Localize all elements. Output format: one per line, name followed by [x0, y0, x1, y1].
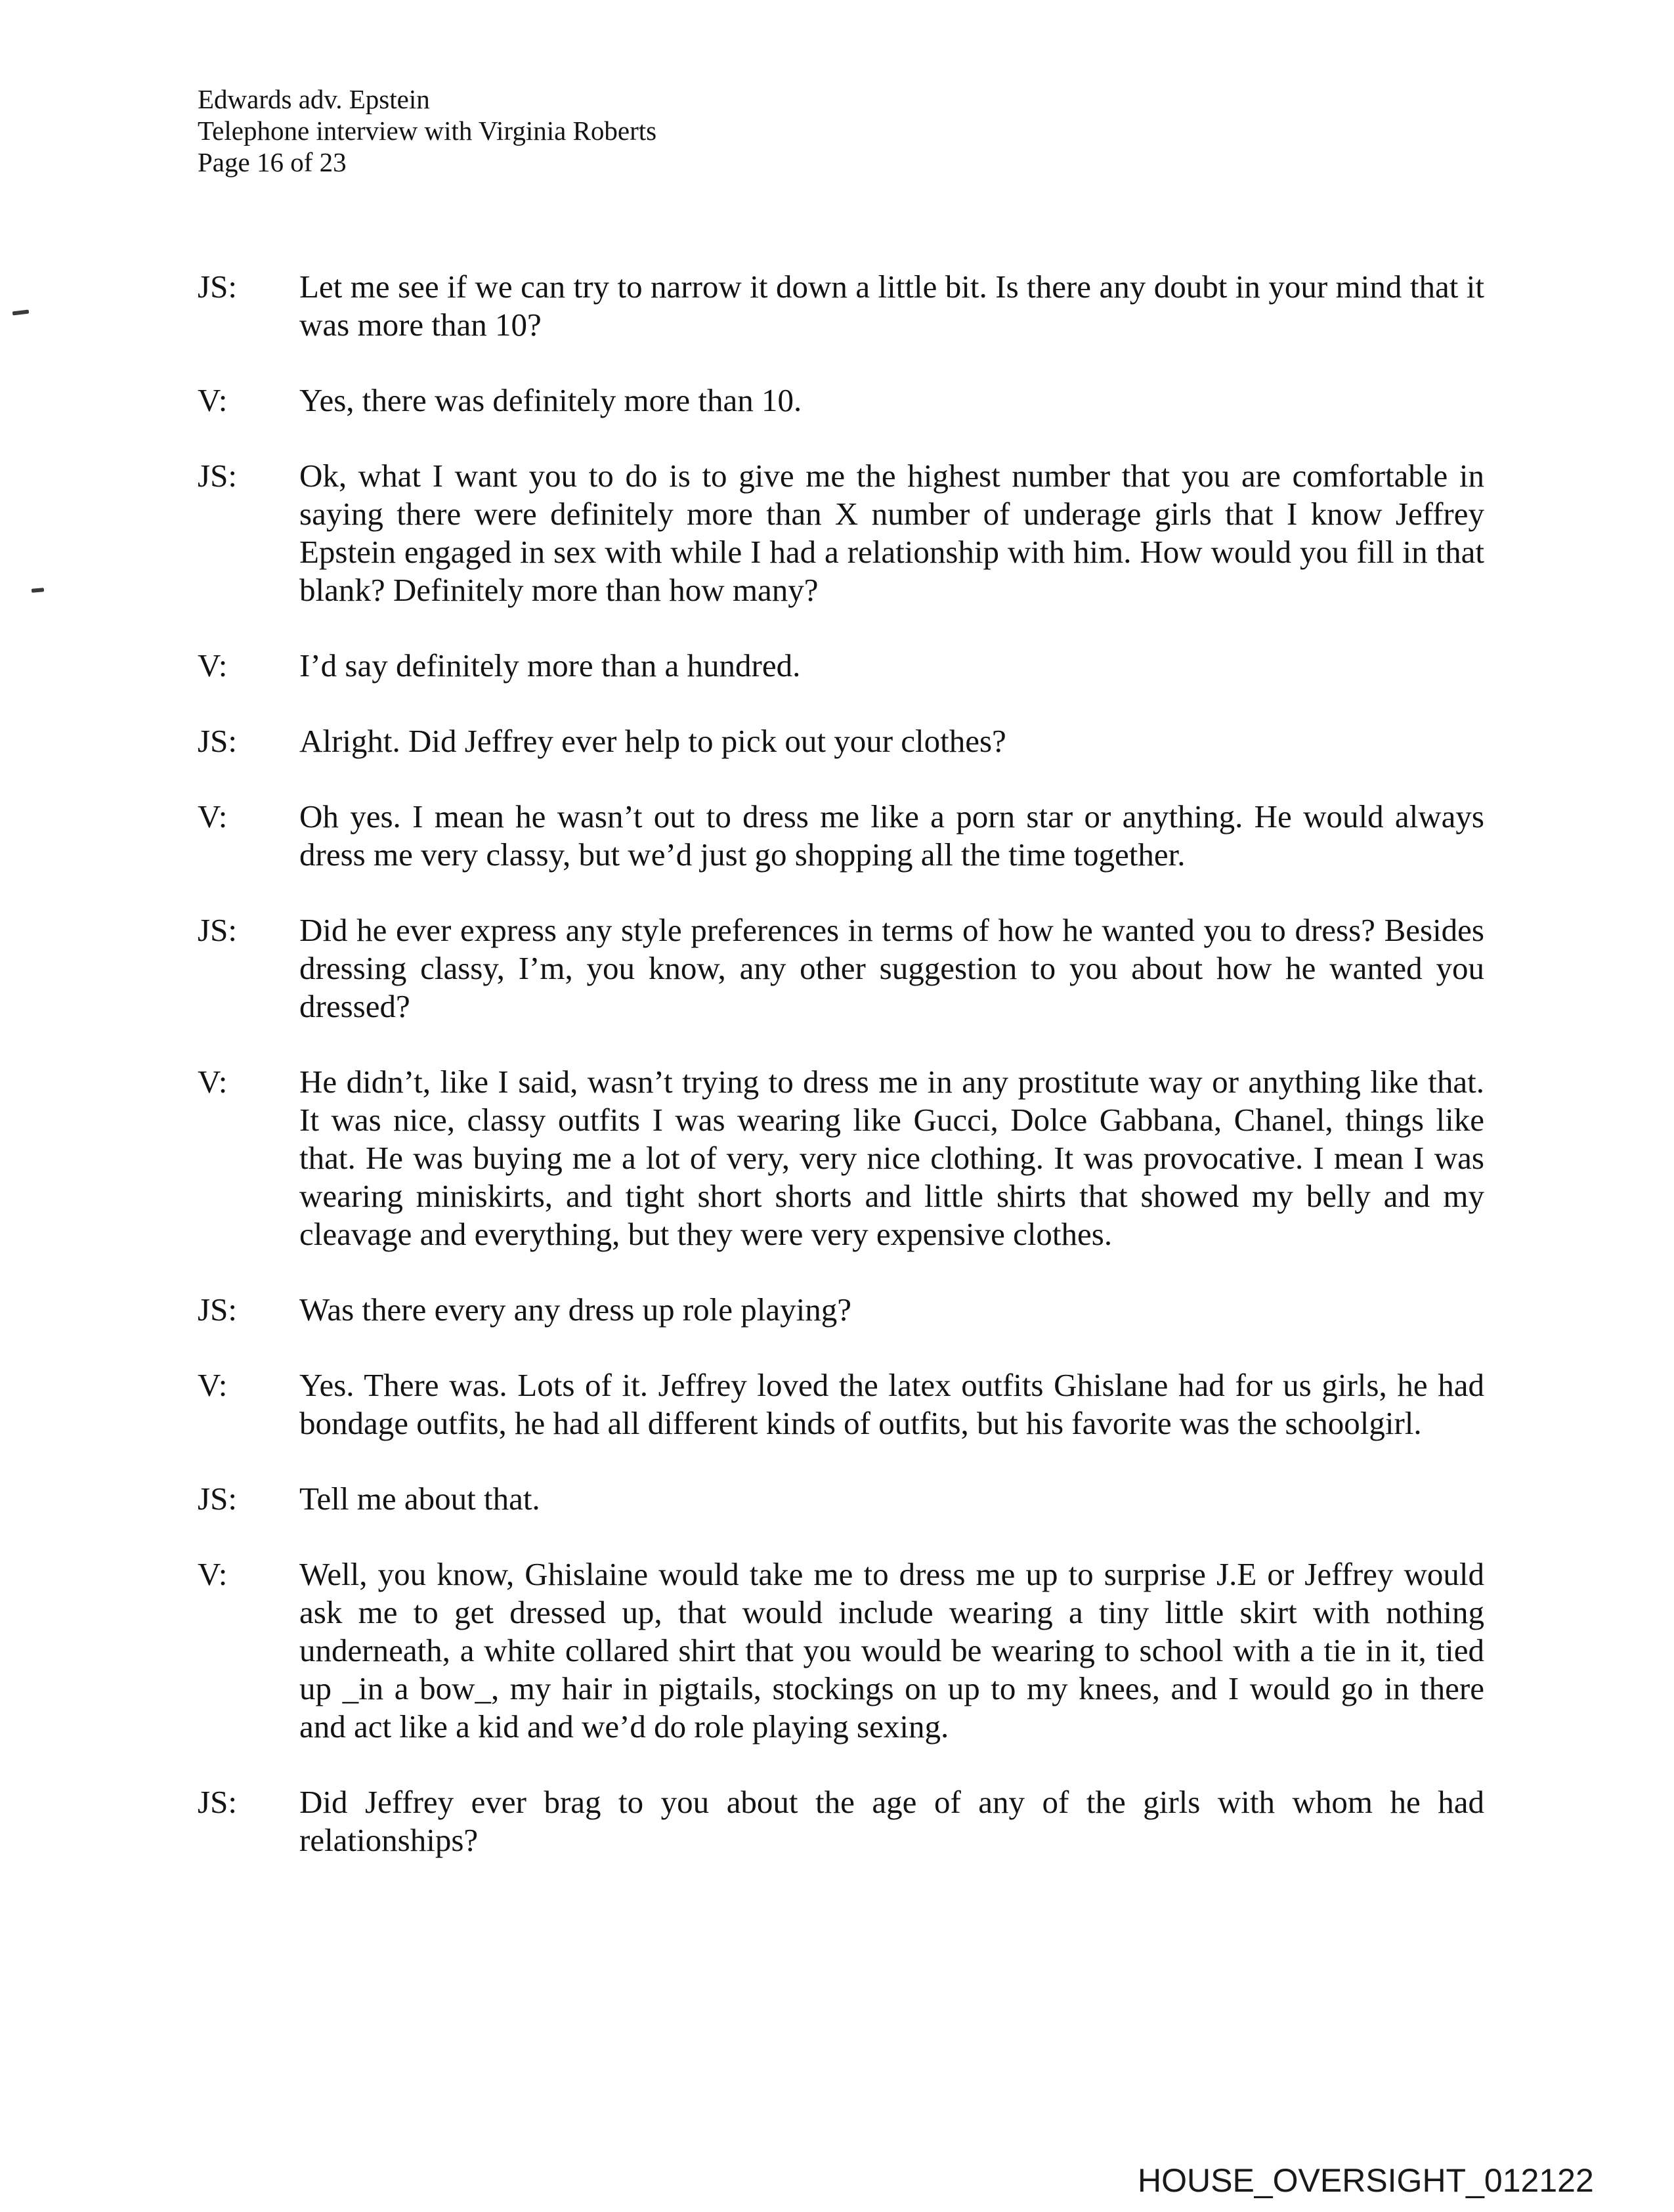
- scan-artifact-mark: [12, 309, 30, 315]
- speaker-text: I’d say definitely more than a hundred.: [299, 647, 801, 683]
- transcript-entry: [198, 457, 1484, 609]
- speaker-label: JS:: [198, 1291, 237, 1328]
- speaker-label: JS:: [198, 723, 237, 759]
- speaker-label: JS:: [198, 269, 237, 305]
- transcript-entry: [198, 1555, 1484, 1746]
- header-subtitle: Telephone interview with Virginia Roberts: [198, 116, 657, 146]
- document-header: [198, 83, 656, 178]
- transcript-entry: [198, 268, 1484, 344]
- speaker-text: He didn’t, like I said, wasn’t trying to dress me in any prostitute way or anything like that. It was nice, classy outfits I was wearing like Gucci, Dolce Gabbana, Chanel, things like that. He was buying me a lot of very, very nice clothing. It was provocative. I mean I was wearing miniskirts, and tight short shorts and little shirts that showed my belly and my cleavage and everything, but they were very expensive clothes.: [299, 1064, 1484, 1252]
- speaker-label: JS:: [198, 1784, 237, 1820]
- transcript-entry: [198, 1063, 1484, 1253]
- speaker-label: V:: [198, 1367, 228, 1403]
- speaker-label: JS:: [198, 912, 237, 948]
- speaker-label: V:: [198, 798, 228, 835]
- header-case-title: Edwards adv. Epstein: [198, 84, 430, 114]
- speaker-text: Ok, what I want you to do is to give me the highest number that you are comfortable in saying there were definitely more than X number of underage girls that I know Jeffrey Epstein engaged in sex with while I had a relationship with him. How would you fill in that blank? Definitely more than how many?: [299, 458, 1484, 608]
- speaker-text: Tell me about that.: [299, 1481, 540, 1517]
- transcript-entry: [198, 911, 1484, 1026]
- scan-artifact-mark: [32, 588, 44, 593]
- speaker-text: Alright. Did Jeffrey ever help to pick out your clothes?: [299, 723, 1006, 759]
- transcript-entry: [198, 647, 1484, 685]
- transcript-entry: [198, 381, 1484, 420]
- speaker-label: V:: [198, 1556, 228, 1592]
- speaker-label: V:: [198, 1064, 228, 1100]
- speaker-text: Oh yes. I mean he wasn’t out to dress me like a porn star or anything. He would always dress me very classy, but we’d just go shopping all the time together.: [299, 798, 1484, 873]
- speaker-text: Let me see if we can try to narrow it down a little bit. Is there any doubt in your mind that it was more than 10?: [299, 269, 1484, 343]
- transcript-body: [198, 268, 1484, 1897]
- speaker-label: V:: [198, 382, 228, 418]
- transcript-entry: [198, 798, 1484, 874]
- transcript-entry: [198, 1291, 1484, 1329]
- transcript-entry: [198, 1783, 1484, 1859]
- speaker-text: Did Jeffrey ever brag to you about the age of any of the girls with whom he had relationships?: [299, 1784, 1484, 1858]
- transcript-entry: [198, 1480, 1484, 1518]
- speaker-label: JS:: [198, 1481, 237, 1517]
- transcript-entry: [198, 1366, 1484, 1442]
- bates-number: HOUSE_OVERSIGHT_012122: [1138, 2162, 1594, 2199]
- transcript-entry: [198, 722, 1484, 760]
- speaker-text: Yes. There was. Lots of it. Jeffrey loved the latex outfits Ghislane had for us girls, he had bondage outfits, he had all different kinds of outfits, but his favorite was the schoolgirl.: [299, 1367, 1484, 1441]
- speaker-text: Yes, there was definitely more than 10.: [299, 382, 802, 418]
- speaker-text: Did he ever express any style preferences in terms of how he wanted you to dress? Besides dressing classy, I’m, you know, any other suggestion to you about how he wanted you dressed?: [299, 912, 1484, 1024]
- speaker-label: V:: [198, 647, 228, 683]
- header-page-number: Page 16 of 23: [198, 147, 347, 177]
- speaker-label: JS:: [198, 458, 237, 494]
- speaker-text: Was there every any dress up role playing?: [299, 1291, 851, 1328]
- speaker-text: Well, you know, Ghislaine would take me to dress me up to surprise J.E or Jeffrey would ask me to get dressed up, that would include wearing a tiny little skirt with nothing underneath, a white collared shirt that you would be wearing to school with a tie in it, tied up _in a bow_, my hair in pigtails, stockings on up to my knees, and I would go in there and act like a kid and we’d do role playing sexing.: [299, 1556, 1484, 1745]
